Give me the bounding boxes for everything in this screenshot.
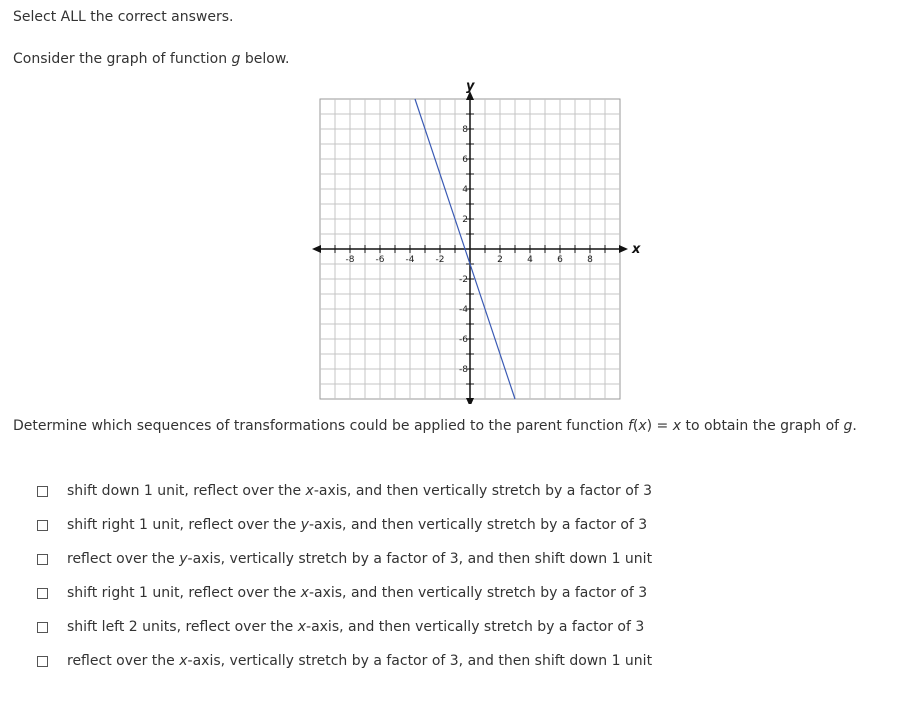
answer-option-3[interactable]	[37, 542, 652, 576]
checkbox-6[interactable]	[37, 656, 48, 667]
answer-option-2[interactable]	[37, 508, 652, 542]
option-4-post: -axis, and then vertically stretch by a factor of 3	[308, 585, 648, 601]
function-graph	[312, 80, 642, 404]
question-middle: to obtain the graph of	[681, 418, 844, 434]
y-tick-label: 4	[462, 185, 468, 195]
question-paren-open: (	[632, 418, 639, 434]
option-5-post: -axis, and then vertically stretch by a factor of 3	[306, 619, 645, 635]
option-3-axis: y	[179, 551, 188, 567]
option-2-axis: y	[300, 517, 309, 533]
prompt-function-name: g	[231, 51, 241, 67]
x-tick-label: -2	[435, 255, 445, 265]
option-1-pre: shift down 1 unit, reflect over the	[67, 483, 306, 499]
x-tick-label: 4	[527, 255, 533, 265]
option-5-axis: x	[297, 619, 307, 635]
question-end: .	[852, 418, 857, 434]
checkbox-5[interactable]	[37, 622, 48, 633]
option-6-post: -axis, vertically stretch by a factor of 3, and then shift down 1 unit	[187, 653, 653, 669]
x-tick-label: -8	[345, 255, 355, 265]
option-6-axis: x	[179, 653, 188, 669]
x-tick-label: 6	[557, 255, 563, 265]
y-axis-arrow-down	[466, 398, 474, 404]
y-tick-label: -2	[459, 275, 468, 285]
answer-option-5[interactable]	[37, 610, 652, 644]
y-tick-label: -6	[459, 335, 468, 345]
answer-option-6[interactable]	[37, 644, 652, 678]
y-tick-label: -8	[459, 365, 468, 375]
x-axis-arrow-right	[619, 245, 628, 253]
answer-option-1-text	[67, 483, 652, 499]
x-tick-label: 8	[587, 255, 593, 265]
x-axis-label: x	[632, 242, 641, 257]
option-5-pre: shift left 2 units, reflect over the	[67, 619, 298, 635]
checkbox-1[interactable]	[37, 486, 48, 497]
question-before: Determine which sequences of transformations could be applied to the parent function	[13, 418, 628, 434]
y-tick-label: 2	[462, 215, 468, 225]
answer-option-3-text	[67, 551, 652, 567]
x-tick-label: -4	[405, 255, 415, 265]
answer-option-5-text	[67, 619, 644, 635]
checkbox-2[interactable]	[37, 520, 48, 531]
x-tick-label: 2	[497, 255, 503, 265]
prompt-text	[13, 51, 289, 67]
option-2-pre: shift right 1 unit, reflect over the	[67, 517, 301, 533]
option-3-pre: reflect over the	[67, 551, 180, 567]
x-tick-label: -6	[375, 255, 385, 265]
question-text	[13, 418, 857, 434]
question-x1: x	[638, 418, 647, 434]
option-4-axis: x	[300, 585, 309, 601]
answer-options	[37, 474, 652, 678]
answer-option-2-text	[67, 517, 647, 533]
instruction-text: Select ALL the correct answers.	[13, 9, 234, 25]
option-1-post: -axis, and then vertically stretch by a factor of 3	[313, 483, 653, 499]
answer-option-4[interactable]	[37, 576, 652, 610]
question-x2: x	[672, 418, 682, 434]
question-g: g	[843, 418, 853, 434]
y-tick-label: 8	[462, 125, 468, 135]
checkbox-4[interactable]	[37, 588, 48, 599]
y-axis-label: y	[466, 80, 475, 94]
option-4-pre: shift right 1 unit, reflect over the	[67, 585, 301, 601]
x-axis-arrow-left	[312, 245, 321, 253]
y-tick-label: -4	[459, 305, 468, 315]
option-6-pre: reflect over the	[67, 653, 180, 669]
question-f: f	[627, 418, 633, 434]
y-tick-label: 6	[462, 155, 468, 165]
option-1-axis: x	[305, 483, 314, 499]
prompt-before: Consider the graph of function	[13, 51, 232, 67]
answer-option-1[interactable]	[37, 474, 652, 508]
question-paren-close: ) =	[646, 418, 673, 434]
option-2-post: -axis, and then vertically stretch by a factor of 3	[308, 517, 648, 533]
prompt-after: below.	[240, 51, 290, 67]
answer-option-6-text	[67, 653, 652, 669]
option-3-post: -axis, vertically stretch by a factor of 3, and then shift down 1 unit	[187, 551, 653, 567]
answer-option-4-text	[67, 585, 647, 601]
checkbox-3[interactable]	[37, 554, 48, 565]
